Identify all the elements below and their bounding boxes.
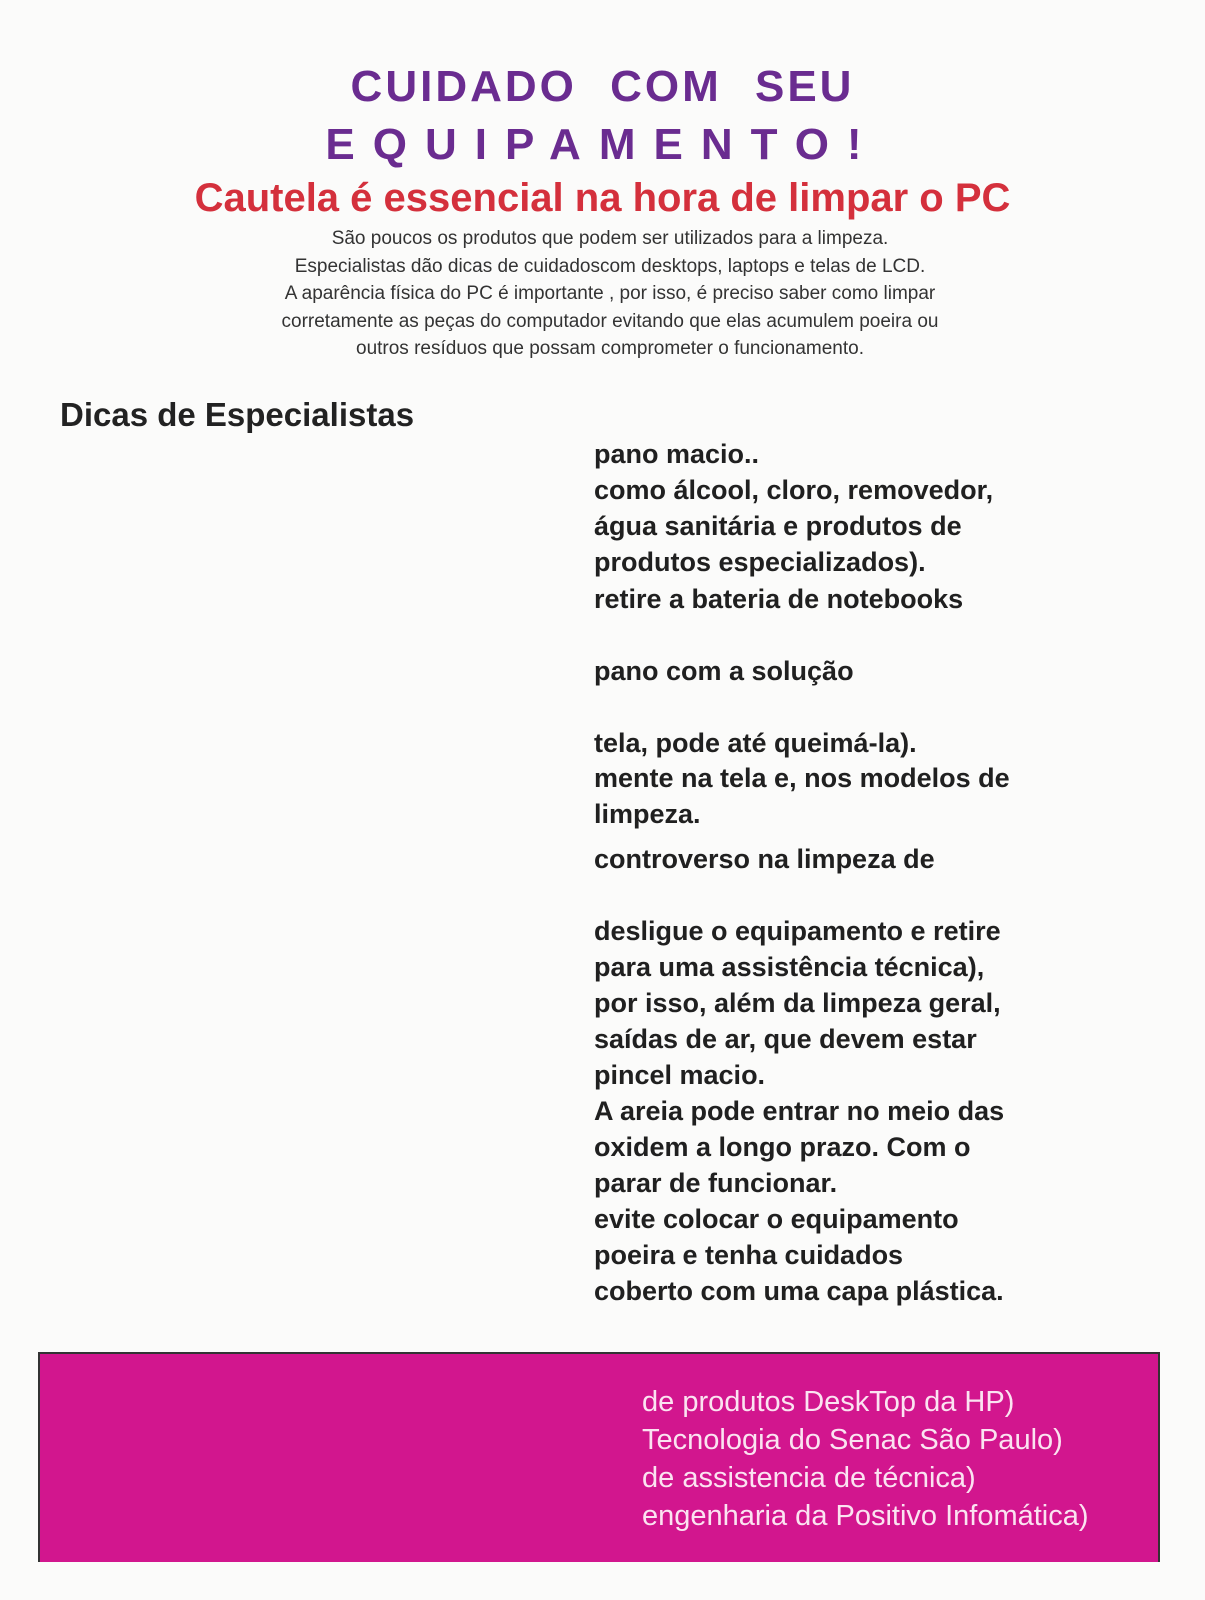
title-line-1: CUIDADO COM SEU <box>350 62 855 111</box>
section-heading: Dicas de Especialistas <box>60 396 415 433</box>
intro-line: Especialistas dão dicas de cuidadoscom desktops, laptops e telas de LCD. <box>294 256 926 277</box>
sources-box: de produtos DeskTop da HP) Tecnologia do Senac São Paulo) de assistencia de técnica) engenharia da Positivo Infomática) <box>38 1352 1160 1562</box>
intro-line: outros resíduos que possam comprometer o funcionamento. <box>356 338 864 359</box>
subtitle: Cautela é essencial na hora de limpar o PC <box>194 176 1011 220</box>
intro-line: A aparência física do PC é importante , por isso, é preciso saber como limpar <box>284 283 936 304</box>
intro-line: corretamente as peças do computador evitando que elas acumulem poeira ou <box>281 311 939 332</box>
intro-line: São poucos os produtos que podem ser utilizados para a limpeza. <box>331 228 889 249</box>
title-line-2: EQUIPAMENTO! <box>325 120 880 169</box>
